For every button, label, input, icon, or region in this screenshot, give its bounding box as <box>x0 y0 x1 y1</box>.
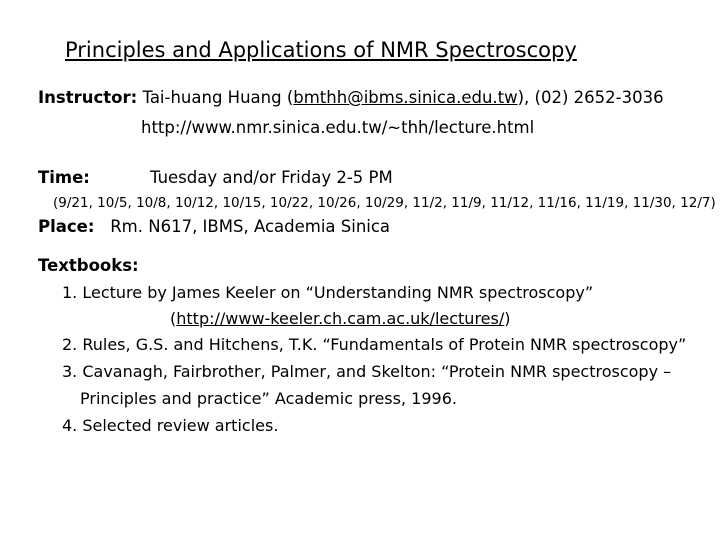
textbook-item-3: 3. Cavanagh, Fairbrother, Palmer, and Skelton: “Protein NMR spectroscopy – <box>62 362 672 381</box>
textbook-item-1: 1. Lecture by James Keeler on “Understanding NMR spectroscopy” <box>62 283 594 302</box>
instructor-line <box>38 88 664 107</box>
time-label: Time: <box>38 168 90 187</box>
textbook-item-4: 4. Selected review articles. <box>62 416 279 435</box>
instructor-phone: ), (02) 2652-3036 <box>517 88 664 107</box>
textbook-item-3-continued: Principles and practice” Academic press, 1996. <box>80 389 457 408</box>
instructor-label: Instructor: <box>38 88 138 107</box>
lecture-url[interactable]: http://www.nmr.sinica.edu.tw/~thh/lecture.html <box>141 118 535 137</box>
class-dates: (9/21, 10/5, 10/8, 10/12, 10/15, 10/22, 10/26, 10/29, 11/2, 11/9, 11/12, 11/16, 11/19, 11/30, 12/7) <box>53 195 716 211</box>
link-close-paren: ) <box>504 309 511 328</box>
textbook-item-2: 2. Rules, G.S. and Hitchens, T.K. “Fundamentals of Protein NMR spectroscopy” <box>62 335 687 354</box>
instructor-name: Tai-huang Huang ( <box>142 88 294 107</box>
textbooks-label: Textbooks: <box>38 256 139 275</box>
keeler-lectures-link[interactable]: http://www-keeler.ch.cam.ac.uk/lectures/ <box>176 309 505 328</box>
place-label: Place: <box>38 217 95 236</box>
link-open-paren: ( <box>170 309 177 328</box>
page-title: Principles and Applications of NMR Spectroscopy <box>65 38 577 62</box>
textbook-item-1-link-line <box>170 309 511 328</box>
place-value: Rm. N617, IBMS, Academia Sinica <box>110 217 391 236</box>
instructor-email-link[interactable]: bmthh@ibms.sinica.edu.tw <box>293 88 518 107</box>
place-line <box>38 217 390 236</box>
time-value: Tuesday and/or Friday 2-5 PM <box>150 168 393 187</box>
